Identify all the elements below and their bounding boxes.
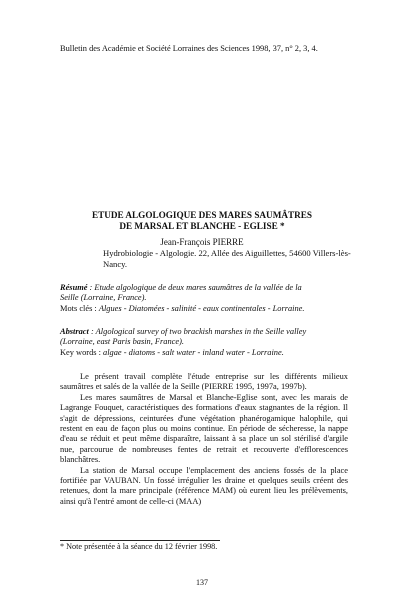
- resume-line1: [60, 283, 348, 293]
- resume-label: Résumé: [60, 283, 88, 292]
- resume-keywords: Algues - Diatomées - salinité - eaux continentales - Lorraine.: [98, 303, 305, 313]
- affiliation-line1: Hydrobiologie - Algologie. 22, Allée des Aiguillettes, 54600 Villers-lès-: [103, 248, 351, 258]
- footnote: * Note présentée à la séance du 12 février 1998.: [60, 542, 218, 551]
- resume-text-1: : Etude algologique de deux mares saumâtres de la vallée de la: [87, 283, 302, 292]
- page-number: 137: [196, 578, 208, 587]
- abstract-text-1: : Algological survey of two brackish marshes in the Seille valley: [88, 327, 307, 336]
- body-paragraph-3: La station de Marsal occupe l'emplacement des anciens fossés de la place fortifiée par VAUBAN. Un fossé irrégulier les draine et quelques seuils créent des retenues, dont la mare principale (référence MAM) où eurent lieu les prélèvements, ainsi qu'à l'entré amont de celle-ci (MAA): [60, 465, 348, 506]
- resume-block: [60, 283, 348, 314]
- resume-text-2: Seille (Lorraine, France).: [60, 293, 147, 303]
- abstract-block: [60, 327, 348, 358]
- footnote-rule: [60, 540, 220, 541]
- abstract-line1: [60, 327, 348, 337]
- body-paragraph-2: Les mares saumâtres de Marsal et Blanche-Eglise sont, avec les marais de Lagrange Fouquet, caractéristiques des formations d'eaux stagnantes de la région. Il s'agit de dépressions, ceinturées d'une végétation phanérogamique halophile, qui restent en eau de façon plus ou moins continue. En période de sécheresse, la nappe d'eau se réduit et peut même disparaître, laissant à sa place un sol stérilisé d'argile nue, parcourue de nombreuses fentes de retrait et recouverte d'efflorescences blanchâtres.: [60, 392, 348, 465]
- article-title-line2: DE MARSAL ET BLANCHE - EGLISE *: [119, 221, 285, 231]
- abstract-keywords-label: Key words :: [60, 347, 104, 357]
- resume-keywords-label: Mots clés :: [60, 303, 99, 313]
- affiliation-line2: Nancy.: [103, 259, 128, 269]
- article-title-line1: ETUDE ALGOLOGIQUE DES MARES SAUMÂTRES: [91, 210, 313, 220]
- journal-header: Bulletin des Académie et Société Lorraines des Sciences 1998, 37, n° 2, 3, 4.: [60, 44, 318, 53]
- abstract-keywords-line: [60, 348, 348, 358]
- resume-keywords-line: [60, 304, 348, 314]
- author-affiliation: [103, 248, 351, 270]
- author-name: Jean-François PIERRE: [160, 237, 244, 247]
- abstract-label: Abstract: [60, 327, 89, 336]
- body-paragraph-1: Le présent travail complète l'étude entreprise sur les différents milieux saumâtres et salés de la vallée de la Seille (PIERRE 1995, 1997a, 1997b).: [60, 372, 348, 392]
- body-text: [60, 372, 348, 507]
- abstract-keywords: algae - diatoms - salt water - inland water - Lorraine.: [103, 347, 284, 357]
- abstract-text-2: (Lorraine, east Paris basin, France).: [60, 337, 184, 347]
